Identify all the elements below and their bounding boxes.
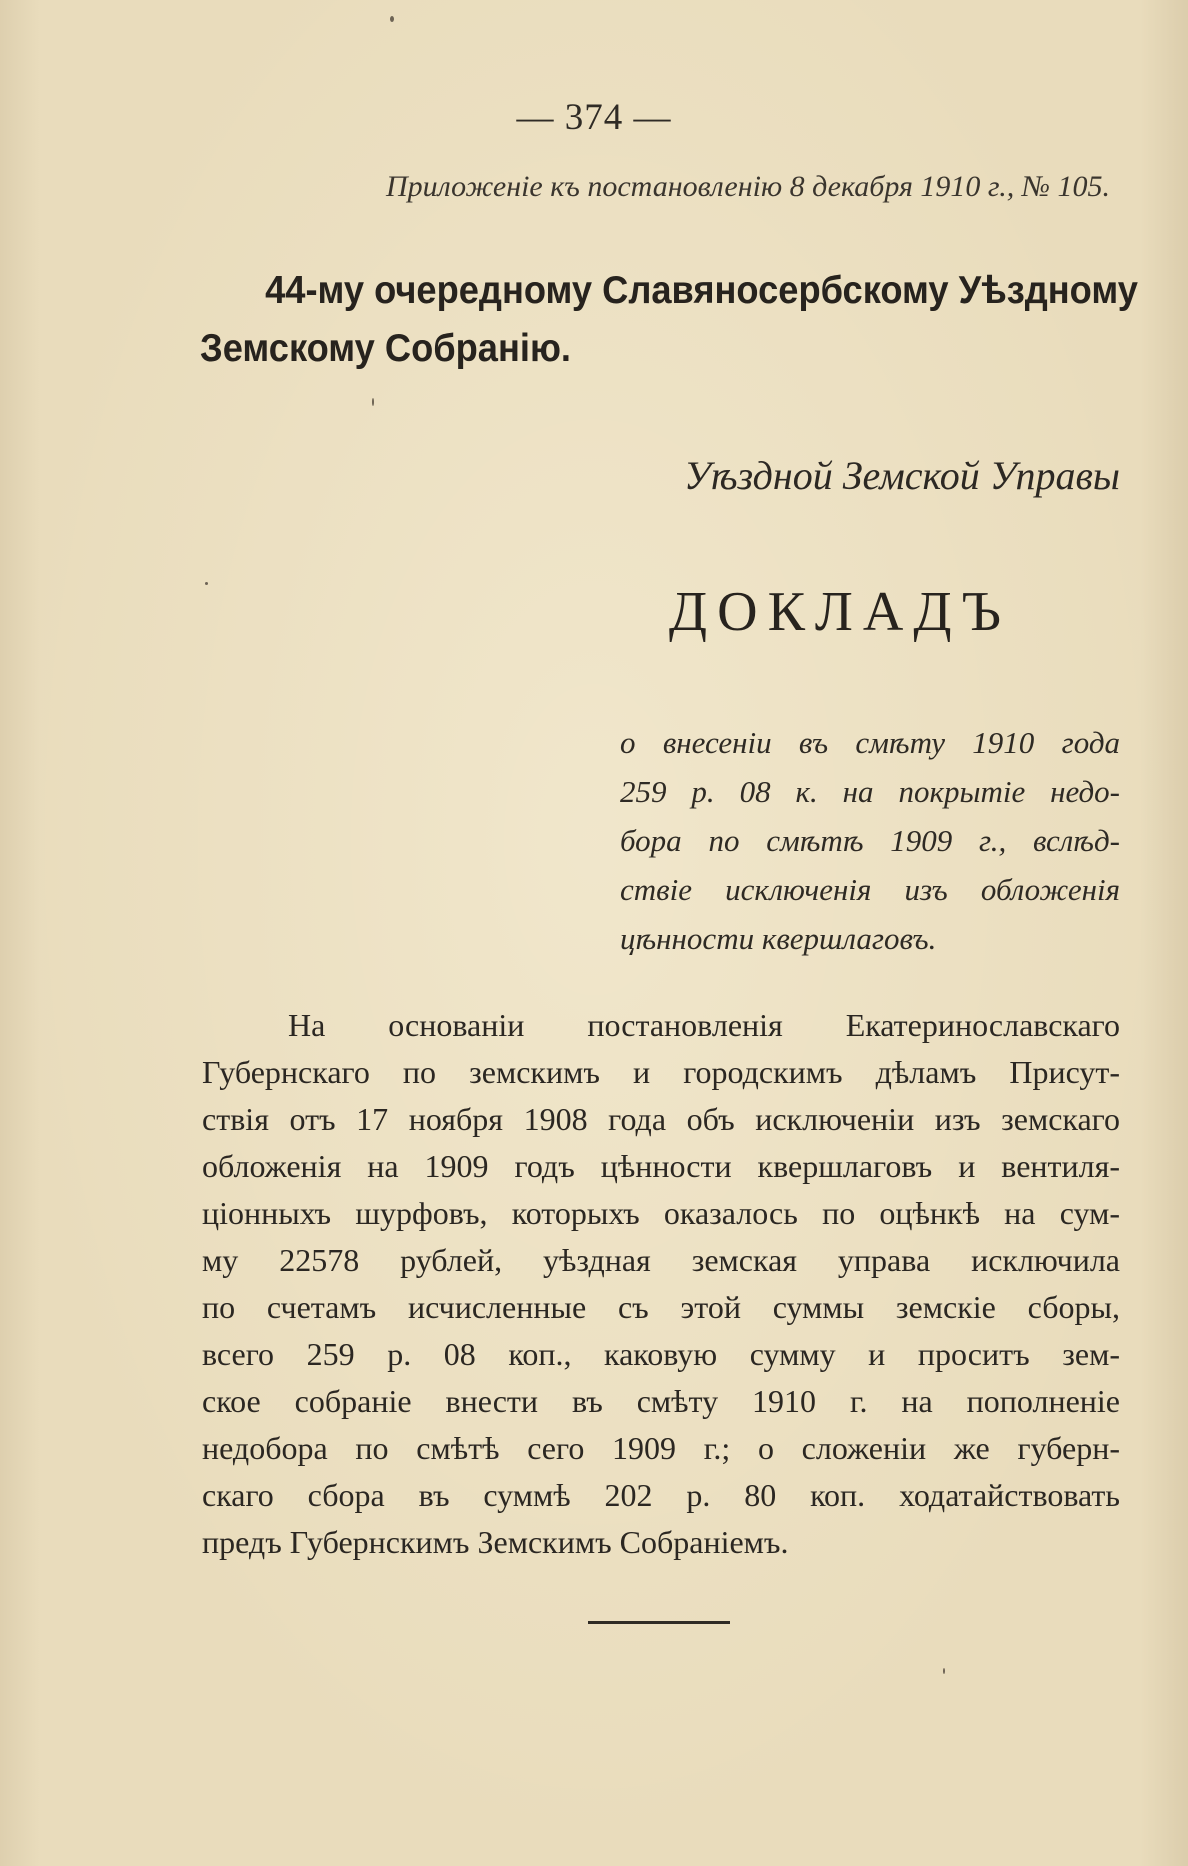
document-title: ДОКЛАДЪ <box>668 581 1012 643</box>
page-number: — 374 — <box>516 97 672 138</box>
subject-line: о внесеніи въ смѣту 1910 года <box>620 725 1120 760</box>
addressee-line: 44-му очередному Славяносербскому Уѣздному <box>265 269 1138 312</box>
body-line: всего 259 р. 08 коп., каковую сумму и проситъ зем- <box>202 1336 1120 1372</box>
body-line: ціонныхъ шурфовъ, которыхъ оказалось по оцѣнкѣ на сум- <box>202 1195 1120 1231</box>
addressee-line: Земскому Собранію. <box>200 327 572 370</box>
body-line: обложенія на 1909 годъ цѣнности квершлаговъ и вентиля- <box>202 1148 1120 1184</box>
subject-line: бора по смѣтѣ 1909 г., вслѣд- <box>620 823 1120 858</box>
subject-line: ствіе исключенія изъ обложенія <box>620 872 1120 907</box>
issuer-heading: Уѣздной Земской Управы <box>683 453 1120 498</box>
paper-speck <box>372 398 374 406</box>
body-line: Губернскаго по земскимъ и городскимъ дѣламъ Присут- <box>202 1054 1120 1090</box>
closing-rule <box>588 1621 730 1624</box>
body-line: по счетамъ исчисленные съ этой суммы земскіе сборы, <box>202 1289 1120 1325</box>
body-paragraph <box>202 1002 1120 1566</box>
body-line: недобора по смѣтѣ сего 1909 г.; о сложеніи же губерн- <box>202 1430 1120 1466</box>
body-line: На основаніи постановленія Екатеринославскаго <box>288 1007 1120 1043</box>
subject-line: цѣнности квершлаговъ. <box>620 921 937 956</box>
body-line: предъ Губернскимъ Земскимъ Собраніемъ. <box>202 1524 789 1560</box>
paper-speck <box>943 1668 945 1674</box>
body-line: скаго сбора въ суммѣ 202 р. 80 коп. ходатайствовать <box>202 1477 1120 1513</box>
addressee-heading <box>200 262 1138 378</box>
body-line: ствія отъ 17 ноября 1908 года объ исключеніи изъ земскаго <box>202 1101 1120 1137</box>
paper-speck <box>205 582 208 585</box>
appendix-note: Приложеніе къ постановленію 8 декабря 1910 г., № 105. <box>386 170 1110 203</box>
paper-speck <box>390 16 394 22</box>
subject-line: 259 р. 08 к. на покрытіе недо- <box>620 774 1120 809</box>
report-subject <box>620 718 1120 963</box>
body-line: му 22578 рублей, уѣздная земская управа исключила <box>202 1242 1120 1278</box>
body-line: ское собраніе внести въ смѣту 1910 г. на пополненіе <box>202 1383 1120 1419</box>
